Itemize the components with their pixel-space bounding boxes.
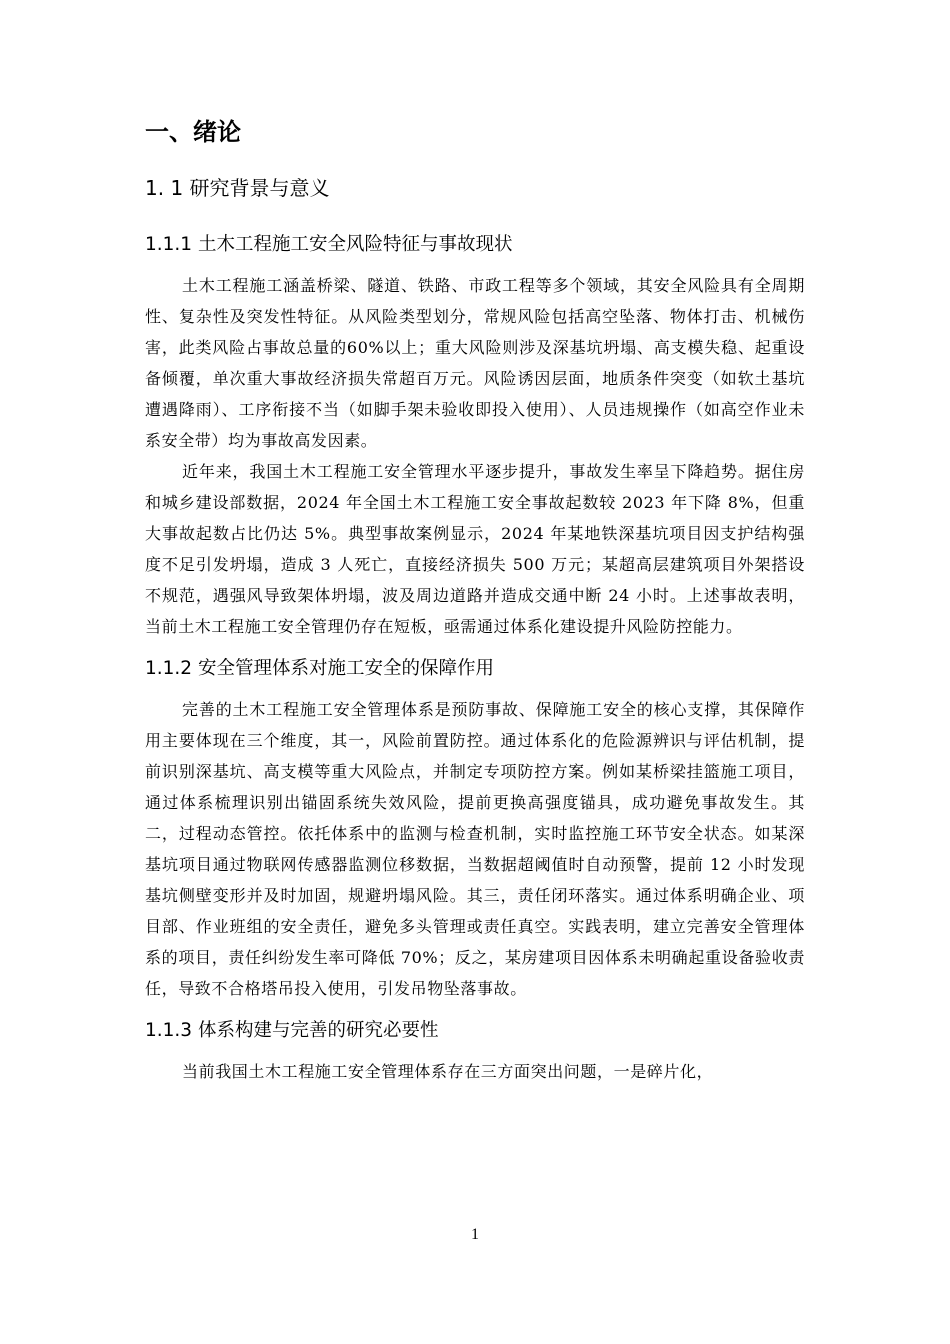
chapter-title: 一、绪论	[145, 118, 241, 146]
subsection-title: 1.1.3 体系构建与完善的研究必要性	[145, 1020, 439, 1041]
body-paragraph: 土木工程施工涵盖桥梁、隧道、铁路、市政工程等多个领域，其安全风险具有全周期性、复杂性及突发性特征。从风险类型划分，常规风险包括高空坠落、物体打击、机械伤害，此类风险占事故总量的60%以上；重大风险则涉及深基坑坍塌、高支模失稳、起重设备倾覆，单次重大事故经济损失常超百万元。风险诱因层面，地质条件突变（如软土基坑遭遇降雨）、工序衔接不当（如脚手架未验收即投入使用）、人员违规操作（如高空作业未系安全带）均为事故高发因素。	[145, 276, 805, 450]
page-content	[145, 108, 805, 1087]
subsection-title: 1.1.2 安全管理体系对施工安全的保障作用	[145, 658, 494, 679]
body-paragraph: 当前我国土木工程施工安全管理体系存在三方面突出问题，一是碎片化，	[182, 1062, 714, 1081]
body-paragraph: 完善的土木工程施工安全管理体系是预防事故、保障施工安全的核心支撑，其保障作用主要体现在三个维度，其一，风险前置防控。通过体系化的危险源辨识与评估机制，提前识别深基坑、高支模等重大风险点，并制定专项防控方案。例如某桥梁挂篮施工项目，通过体系梳理识别出锚固系统失效风险，提前更换高强度锚具，成功避免事故发生。其二，过程动态管控。依托体系中的监测与检查机制，实时监控施工环节安全状态。如某深基坑项目通过物联网传感器监测位移数据，当数据超阈值时自动预警，提前 12 小时发现基坑侧壁变形并及时加固，规避坍塌风险。其三，责任闭环落实。通过体系明确企业、项目部、作业班组的安全责任，避免多头管理或责任真空。实践表明，建立完善安全管理体系的项目，责任纠纷发生率可降低 70%；反之，某房建项目因体系未明确起重设备验收责任，导致不合格塔吊投入使用，引发吊物坠落事故。	[145, 700, 805, 998]
body-paragraph: 近年来，我国土木工程施工安全管理水平逐步提升，事故发生率呈下降趋势。据住房和城乡建设部数据，2024 年全国土木工程施工安全事故起数较 2023 年下降 8%，但重大事故起数占比仍达 5%。典型事故案例显示，2024 年某地铁深基坑项目因支护结构强度不足引发坍塌，造成 3 人死亡，直接经济损失 500 万元；某超高层建筑项目外架搭设不规范，遇强风导致架体坍塌，波及周边道路并造成交通中断 24 小时。上述事故表明，当前土木工程施工安全管理仍存在短板，亟需通过体系化建设提升风险防控能力。	[145, 462, 805, 636]
section-title: 1. 1 研究背景与意义	[145, 176, 330, 200]
subsection-title: 1.1.1 土木工程施工安全风险特征与事故现状	[145, 234, 513, 255]
page-number: 1	[471, 1226, 479, 1243]
